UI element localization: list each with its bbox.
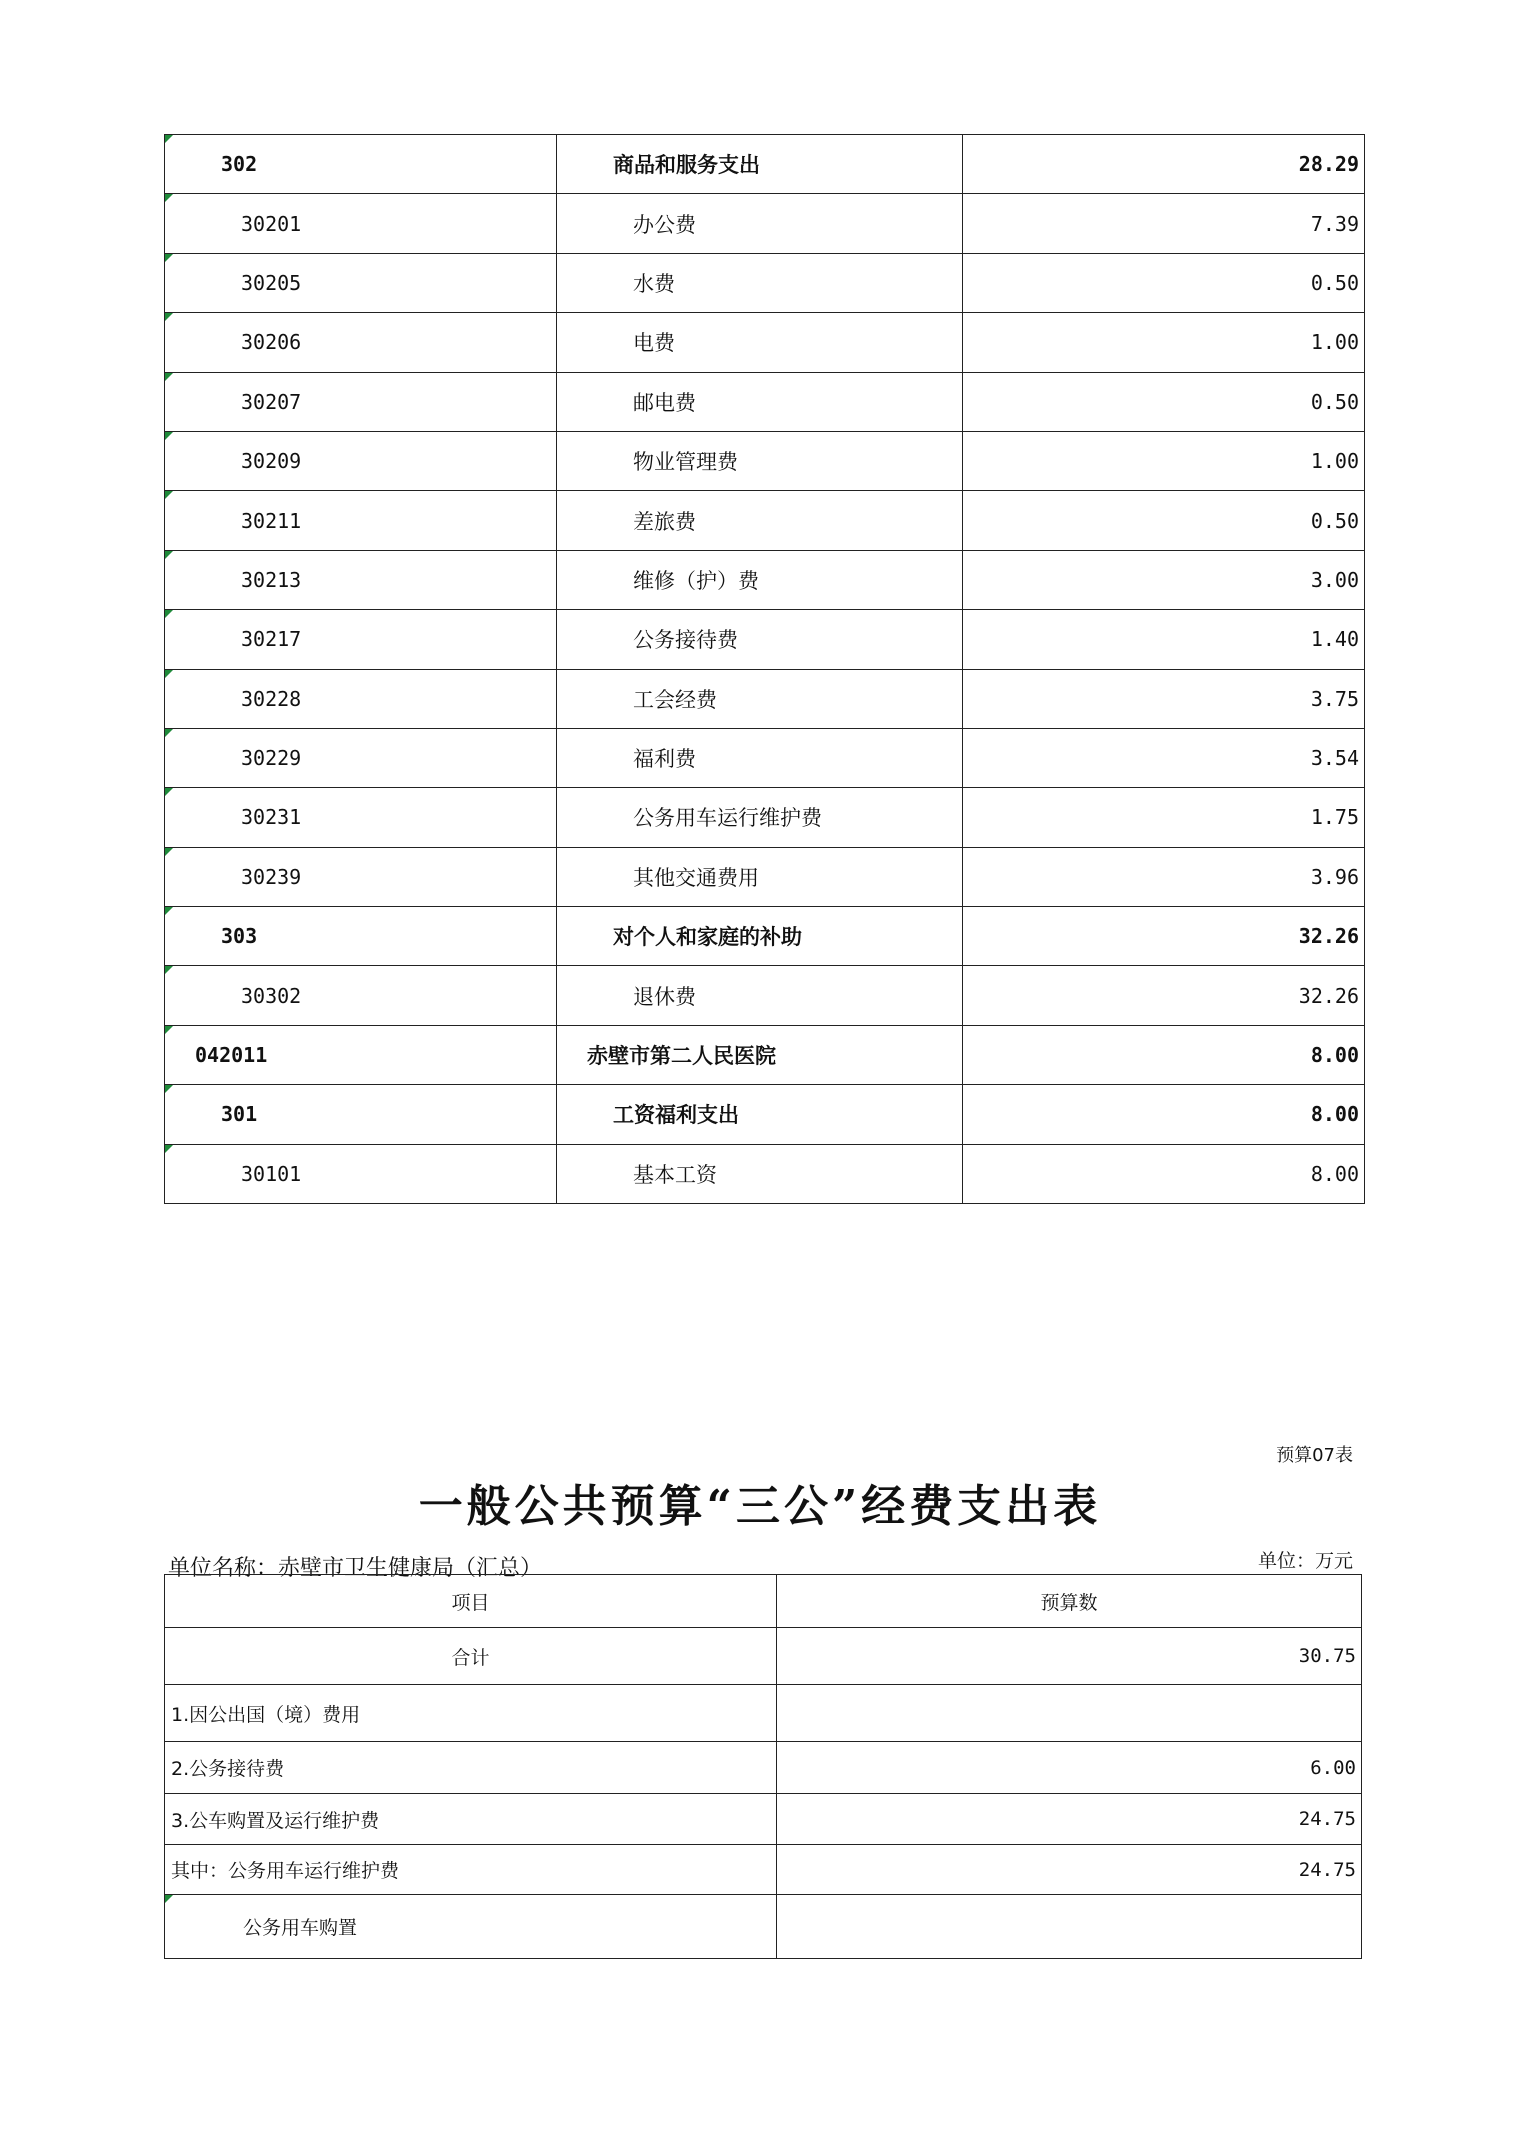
row-amount: 0.50 bbox=[963, 253, 1365, 312]
row-name: 工资福利支出 bbox=[557, 1085, 963, 1144]
row-code: 30231 bbox=[165, 788, 557, 847]
row-amount: 32.26 bbox=[963, 907, 1365, 966]
three-public-expense-table bbox=[164, 1574, 1362, 1959]
row-name: 物业管理费 bbox=[557, 431, 963, 490]
row-name: 公务接待费 bbox=[557, 610, 963, 669]
row-name: 电费 bbox=[557, 313, 963, 372]
row-label: 1.因公出国（境）费用 bbox=[165, 1685, 777, 1742]
table-row bbox=[165, 669, 1365, 728]
row-amount: 8.00 bbox=[963, 1144, 1365, 1203]
row-label: 其中：公务用车运行维护费 bbox=[165, 1845, 777, 1895]
row-amount: 0.50 bbox=[963, 372, 1365, 431]
table-row bbox=[165, 372, 1365, 431]
row-name: 对个人和家庭的补助 bbox=[557, 907, 963, 966]
row-amount: 1.75 bbox=[963, 788, 1365, 847]
table-title: 一般公共预算“三公”经费支出表 bbox=[418, 1481, 1102, 1532]
row-name: 基本工资 bbox=[557, 1144, 963, 1203]
table-row bbox=[165, 1794, 1362, 1845]
row-amount: 1.00 bbox=[963, 313, 1365, 372]
row-code: 30209 bbox=[165, 431, 557, 490]
unit-name-label: 单位名称：赤壁市卫生健康局（汇总） bbox=[168, 1556, 543, 1581]
row-amount: 8.00 bbox=[963, 1025, 1365, 1084]
row-code: 30207 bbox=[165, 372, 557, 431]
table-row bbox=[165, 1144, 1365, 1203]
total-row bbox=[165, 1628, 1362, 1685]
table-row bbox=[165, 1685, 1362, 1742]
table-row bbox=[165, 966, 1365, 1025]
table-row bbox=[165, 491, 1365, 550]
row-name: 邮电费 bbox=[557, 372, 963, 431]
header-budget: 预算数 bbox=[777, 1575, 1362, 1628]
total-label: 合计 bbox=[165, 1628, 777, 1685]
row-code: 30239 bbox=[165, 847, 557, 906]
row-value: 6.00 bbox=[777, 1742, 1362, 1794]
table-row bbox=[165, 847, 1365, 906]
row-code: 302 bbox=[165, 135, 557, 194]
row-value bbox=[777, 1685, 1362, 1742]
row-amount: 3.00 bbox=[963, 550, 1365, 609]
table-row bbox=[165, 135, 1365, 194]
row-name: 商品和服务支出 bbox=[557, 135, 963, 194]
row-amount: 28.29 bbox=[963, 135, 1365, 194]
row-name: 水费 bbox=[557, 253, 963, 312]
row-name: 其他交通费用 bbox=[557, 847, 963, 906]
table-row bbox=[165, 788, 1365, 847]
row-name: 赤壁市第二人民医院 bbox=[557, 1025, 963, 1084]
row-amount: 7.39 bbox=[963, 194, 1365, 253]
table-row bbox=[165, 1085, 1365, 1144]
row-name: 差旅费 bbox=[557, 491, 963, 550]
row-code: 30302 bbox=[165, 966, 557, 1025]
row-value bbox=[777, 1895, 1362, 1959]
currency-unit-label: 单位：万元 bbox=[1257, 1550, 1353, 1572]
row-amount: 0.50 bbox=[963, 491, 1365, 550]
row-amount: 32.26 bbox=[963, 966, 1365, 1025]
row-label: 公务用车购置 bbox=[165, 1895, 777, 1959]
row-code: 30213 bbox=[165, 550, 557, 609]
table-row bbox=[165, 313, 1365, 372]
row-name: 工会经费 bbox=[557, 669, 963, 728]
row-amount: 1.40 bbox=[963, 610, 1365, 669]
header-item: 项目 bbox=[165, 1575, 777, 1628]
form-number: 预算07表 bbox=[1276, 1445, 1353, 1466]
row-name: 公务用车运行维护费 bbox=[557, 788, 963, 847]
row-code: 30201 bbox=[165, 194, 557, 253]
expense-detail-table bbox=[164, 134, 1365, 1204]
table-row bbox=[165, 253, 1365, 312]
row-name: 福利费 bbox=[557, 728, 963, 787]
table-row bbox=[165, 1895, 1362, 1959]
row-label: 2.公务接待费 bbox=[165, 1742, 777, 1794]
row-amount: 3.75 bbox=[963, 669, 1365, 728]
row-code: 30211 bbox=[165, 491, 557, 550]
table-header-row bbox=[165, 1575, 1362, 1628]
table-row bbox=[165, 1845, 1362, 1895]
row-code: 30228 bbox=[165, 669, 557, 728]
table-row bbox=[165, 550, 1365, 609]
row-amount: 3.54 bbox=[963, 728, 1365, 787]
row-name: 退休费 bbox=[557, 966, 963, 1025]
row-label: 3.公车购置及运行维护费 bbox=[165, 1794, 777, 1845]
row-code: 30101 bbox=[165, 1144, 557, 1203]
row-code: 30205 bbox=[165, 253, 557, 312]
row-value: 24.75 bbox=[777, 1845, 1362, 1895]
row-amount: 1.00 bbox=[963, 431, 1365, 490]
row-amount: 8.00 bbox=[963, 1085, 1365, 1144]
row-value: 24.75 bbox=[777, 1794, 1362, 1845]
total-value: 30.75 bbox=[777, 1628, 1362, 1685]
row-amount: 3.96 bbox=[963, 847, 1365, 906]
table-row bbox=[165, 1742, 1362, 1794]
table-row bbox=[165, 610, 1365, 669]
table-row bbox=[165, 907, 1365, 966]
row-code: 30206 bbox=[165, 313, 557, 372]
table-row bbox=[165, 1025, 1365, 1084]
row-code: 042011 bbox=[165, 1025, 557, 1084]
row-name: 办公费 bbox=[557, 194, 963, 253]
row-name: 维修（护）费 bbox=[557, 550, 963, 609]
row-code: 30217 bbox=[165, 610, 557, 669]
row-code: 301 bbox=[165, 1085, 557, 1144]
row-code: 30229 bbox=[165, 728, 557, 787]
row-code: 303 bbox=[165, 907, 557, 966]
table-row bbox=[165, 431, 1365, 490]
table-row bbox=[165, 194, 1365, 253]
table-row bbox=[165, 728, 1365, 787]
